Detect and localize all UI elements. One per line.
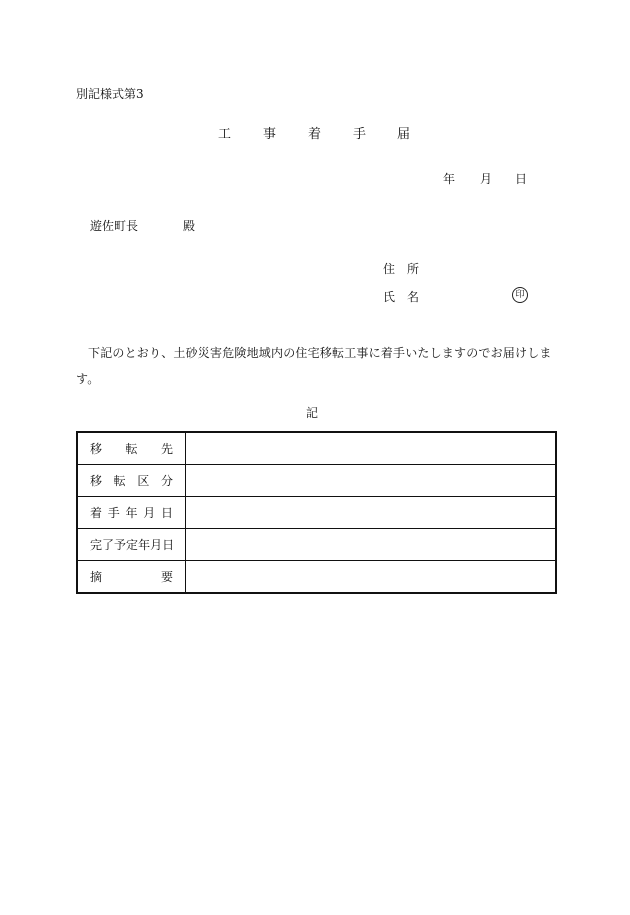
row-label: 完 了 予 定 年 月 日 — [90, 538, 175, 552]
row-value-cell[interactable] — [186, 432, 557, 465]
row-value-cell[interactable] — [186, 561, 557, 594]
row-value-cell[interactable] — [186, 497, 557, 529]
title-char: 手 — [353, 127, 367, 142]
title-char: 工 — [218, 127, 232, 142]
section-heading: 記 — [306, 406, 319, 420]
detail-table — [76, 431, 557, 594]
date-month-label: 月 — [480, 172, 493, 186]
row-label-cell — [77, 497, 186, 529]
row-label: 着 手 年 月 日 — [90, 506, 173, 520]
row-value-cell[interactable] — [186, 465, 557, 497]
table-row — [77, 497, 556, 529]
row-label-cell — [77, 465, 186, 497]
addressee-name: 遊佐町長 — [90, 219, 139, 233]
row-label-cell — [77, 561, 186, 594]
addressee-honorific: 殿 — [183, 219, 196, 233]
table-row — [77, 432, 556, 465]
row-label: 移 転 区 分 — [90, 474, 173, 488]
row-label: 移 転 先 — [90, 442, 173, 456]
seal-mark: 印 — [512, 287, 528, 303]
row-label-cell — [77, 432, 186, 465]
table-row — [77, 529, 556, 561]
body-text: 下記のとおり、土砂災害危険地域内の住宅移転工事に着手いたしますのでお届けします。 — [76, 346, 552, 386]
row-label: 摘 要 — [90, 570, 173, 584]
date-year-label: 年 — [443, 172, 456, 186]
table-row — [77, 465, 556, 497]
date-day-label: 日 — [515, 172, 528, 186]
title-char: 着 — [308, 127, 322, 142]
table-row — [77, 561, 556, 594]
form-number: 別記様式第3 — [76, 87, 144, 101]
row-value-cell[interactable] — [186, 529, 557, 561]
title-char: 事 — [263, 127, 277, 142]
row-label-cell — [77, 529, 186, 561]
title-char: 届 — [397, 127, 411, 142]
